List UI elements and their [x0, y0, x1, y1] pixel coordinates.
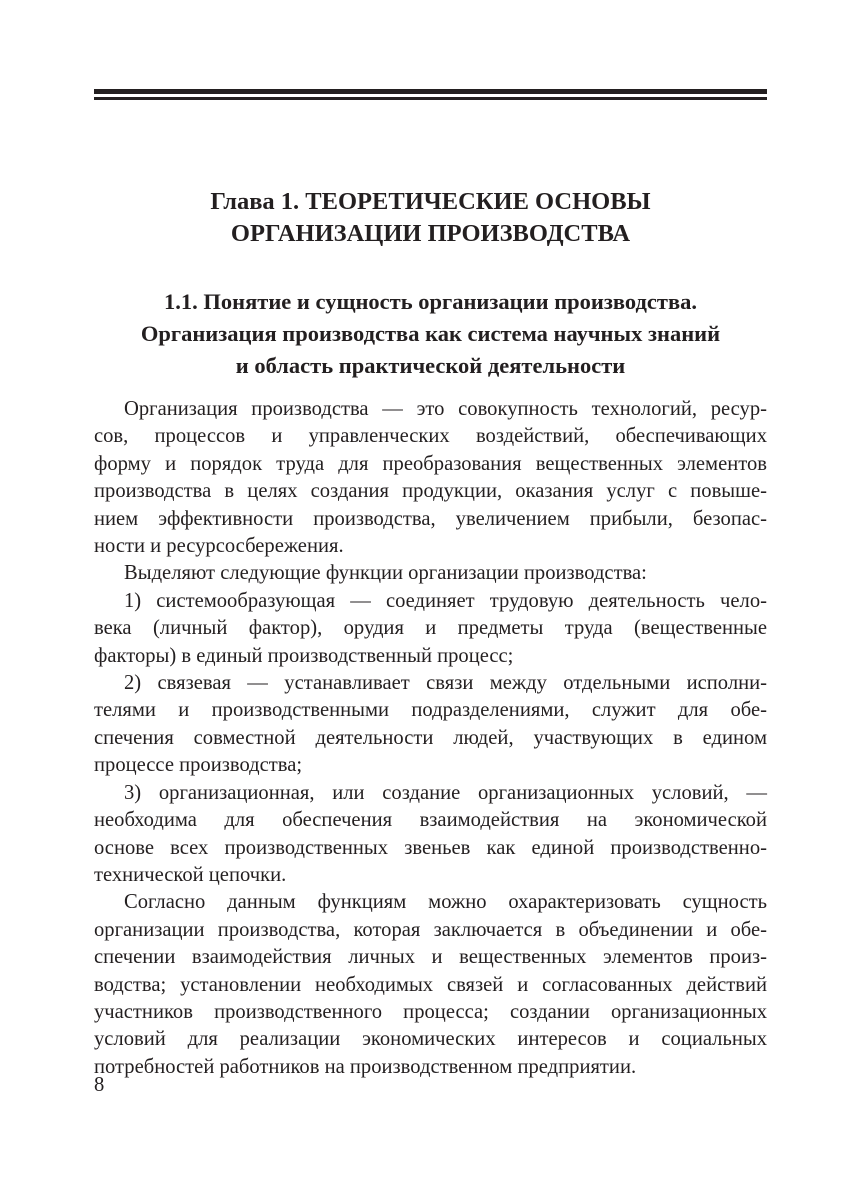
paragraph: [94, 670, 767, 780]
text-line: участников производственного процесса; создании организационных: [94, 1000, 767, 1023]
text-line: производства в целях создания продукции, оказания услуг с повыше-: [94, 480, 767, 503]
page-number: 8: [94, 1074, 105, 1096]
section-title-line: и область практической деятельности: [235, 353, 626, 378]
text-line: организации производства, которая заключается в объединении и обе-: [94, 918, 767, 941]
text-line: спечения совместной деятельности людей, участвующих в едином: [94, 726, 767, 749]
text-line: Организация производства — это совокупность технологий, ресур-: [124, 398, 767, 420]
text-line: сов, процессов и управленческих воздействий, обеспечивающих: [94, 425, 767, 448]
text-line: Согласно данным функциям можно охарактеризовать сущность: [124, 891, 767, 914]
paragraph: [94, 889, 767, 1081]
section-title-line: Организация производства как система научных знаний: [140, 321, 721, 346]
paragraph: [94, 588, 767, 670]
text-line: века (личный фактор), орудия и предметы труда (вещественные: [94, 617, 767, 640]
text-line: условий для реализации экономических интересов и социальных: [94, 1028, 767, 1051]
text-line: факторы) в единый производственный процесс;: [94, 644, 514, 667]
text-line: необходима для обеспечения взаимодействия на экономической: [94, 809, 767, 832]
header-rule-thick: [94, 89, 767, 94]
text-line: водства; установлении необходимых связей и согласованных действий: [94, 973, 767, 996]
body-text: [94, 396, 767, 1081]
paragraph: [94, 560, 767, 587]
text-line: форму и порядок труда для преобразования вещественных элементов: [94, 452, 767, 475]
text-line: 1) системообразующая — соединяет трудовую деятельность чело-: [124, 589, 767, 612]
text-line: телями и производственными подразделениями, служит для обе-: [94, 699, 767, 722]
text-line: Выделяют следующие функции организации производства:: [124, 562, 647, 585]
section-title-line: 1.1. Понятие и сущность организации производства.: [164, 289, 697, 314]
chapter-title-line: Глава 1. ТЕОРЕТИЧЕСКИЕ ОСНОВЫ: [210, 188, 651, 215]
text-line: спечении взаимодействия личных и вещественных элементов произ-: [94, 946, 767, 969]
text-line: основе всех производственных звеньев как единой производственно-: [94, 836, 767, 859]
text-line: процессе производства;: [94, 754, 303, 777]
text-line: нием эффективности производства, увеличением прибыли, безопас-: [94, 507, 767, 530]
chapter-title-line: ОРГАНИЗАЦИИ ПРОИЗВОДСТВА: [230, 220, 631, 247]
paragraph: [94, 780, 767, 890]
text-line: потребностей работников на производственном предприятии.: [94, 1055, 637, 1078]
section-title: [94, 286, 767, 382]
text-line: ности и ресурсосбережения.: [94, 535, 344, 558]
text-line: 2) связевая — устанавливает связи между отдельными исполни-: [124, 672, 767, 695]
chapter-title: [94, 186, 767, 250]
text-line: технической цепочки.: [94, 863, 287, 886]
text-line: 3) организационная, или создание организационных условий, —: [124, 781, 767, 804]
paragraph: [94, 396, 767, 560]
header-rule-thin: [94, 97, 767, 100]
